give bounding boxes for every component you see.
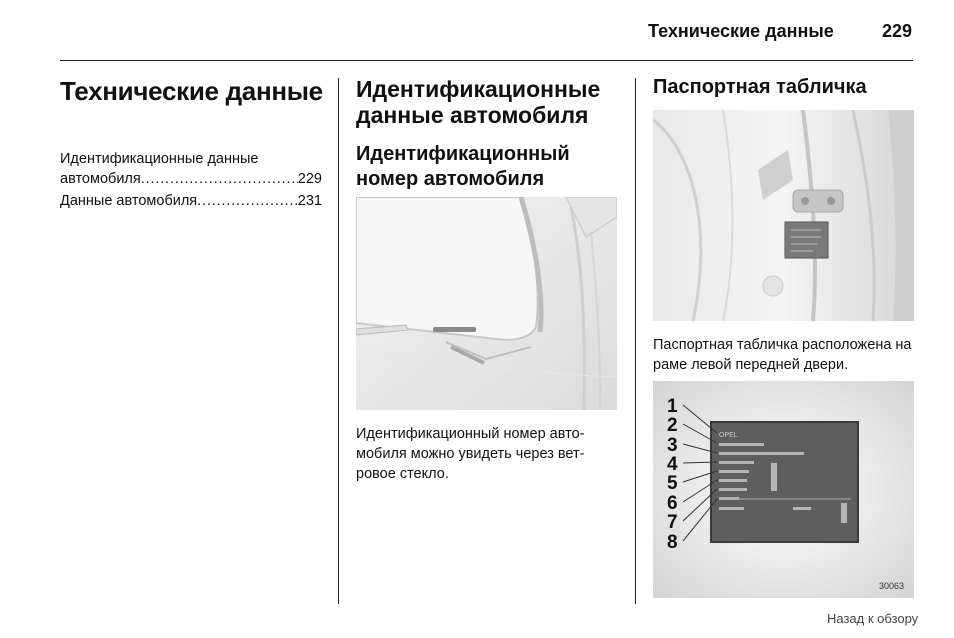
subsection-title: Идентификационный номер автомобиля: [356, 143, 570, 190]
back-to-overview-link[interactable]: Назад к обзору: [827, 611, 919, 626]
door-frame-plate-figure: [653, 110, 914, 321]
vin-plate-icon: [433, 327, 476, 332]
plate-photo-icon: [785, 222, 828, 258]
column-divider: [338, 78, 339, 604]
plate-description: Паспортная табличка расположена на раме левой передней двери.: [653, 337, 912, 373]
callout-number: 7: [667, 512, 678, 533]
toc-entry-page: 229: [297, 171, 322, 187]
plate-brand: OPEL: [719, 432, 738, 439]
callout-number: 4: [667, 454, 678, 475]
chapter-title: Технические данные: [60, 76, 323, 106]
callout-number: 2: [667, 415, 678, 436]
column-divider: [635, 78, 636, 604]
toc-entry-identification[interactable]: [60, 149, 322, 189]
callout-number: 3: [667, 435, 678, 456]
header-rule: [60, 60, 913, 61]
vin-windshield-figure: [356, 197, 617, 410]
page-number: 229: [882, 21, 913, 41]
section-title: Идентификационные данные автомобиля: [356, 76, 601, 128]
callout-number: 6: [667, 493, 678, 514]
callout-number: 5: [667, 473, 678, 494]
toc-entry-text: автомобиля: [60, 171, 141, 187]
toc-entry-text: Идентификационные данные: [60, 151, 259, 167]
figure-id: 30063: [879, 581, 905, 591]
vin-description: Идентификационный номер авто- мобиля можно увидеть через вет- ровое стекло.: [356, 426, 585, 482]
toc-leader-dots: [197, 191, 298, 211]
plate-section-title: Паспортная табличка: [653, 76, 867, 98]
toc-entry-page: 231: [297, 193, 322, 209]
toc-leader-dots: [141, 169, 298, 189]
running-header-title: Технические данные: [648, 21, 834, 41]
callout-number: 8: [667, 532, 678, 553]
toc-entry-vehicle-data[interactable]: [60, 191, 322, 211]
plate-diagram-figure: [653, 381, 914, 598]
toc-entry-text: Данные автомобиля: [60, 193, 198, 209]
callout-number: 1: [667, 396, 678, 417]
